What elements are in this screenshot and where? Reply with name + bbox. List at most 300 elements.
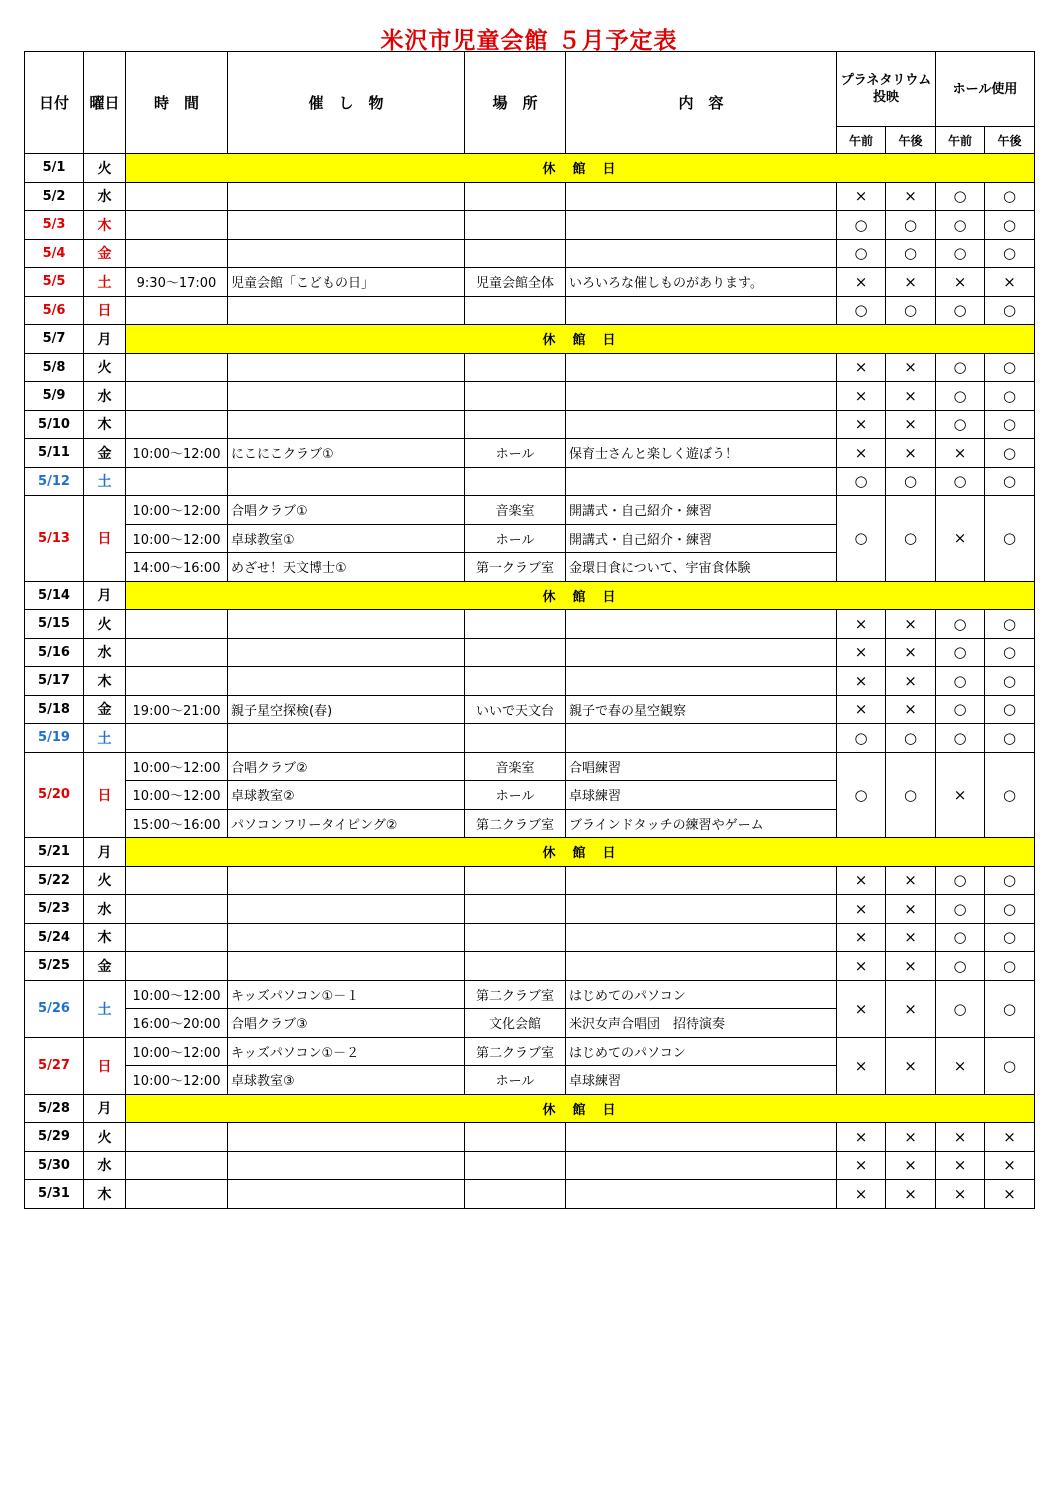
planetarium-pm-mark: ○ bbox=[886, 467, 936, 496]
place-cell bbox=[465, 410, 566, 439]
hall-pm-mark: ○ bbox=[985, 980, 1035, 1037]
table-row bbox=[25, 353, 1035, 382]
hall-pm-mark: ○ bbox=[985, 638, 1035, 667]
planetarium-pm-mark: ○ bbox=[886, 724, 936, 753]
planetarium-am-mark: × bbox=[837, 439, 886, 468]
hall-am-mark: ○ bbox=[936, 211, 985, 240]
place-cell: 第二クラブ室 bbox=[465, 1037, 566, 1066]
date-cell: 5/24 bbox=[25, 923, 84, 952]
event-cell: 卓球教室③ bbox=[228, 1066, 465, 1095]
hall-pm-mark: ○ bbox=[985, 211, 1035, 240]
table-row bbox=[25, 439, 1035, 468]
dow-cell: 火 bbox=[84, 866, 126, 895]
schedule-body bbox=[25, 154, 1035, 1209]
header-time: 時 間 bbox=[126, 52, 228, 154]
date-cell: 5/26 bbox=[25, 980, 84, 1037]
planetarium-pm-mark: ○ bbox=[886, 239, 936, 268]
content-cell: 開講式・自己紹介・練習 bbox=[566, 524, 837, 553]
hall-am-mark: ○ bbox=[936, 467, 985, 496]
date-cell: 5/7 bbox=[25, 325, 84, 354]
table-row bbox=[25, 610, 1035, 639]
planetarium-pm-mark: × bbox=[886, 439, 936, 468]
time-cell: 16:00～20:00 bbox=[126, 1009, 228, 1038]
time-cell bbox=[126, 239, 228, 268]
table-row bbox=[25, 1151, 1035, 1180]
event-cell bbox=[228, 239, 465, 268]
date-cell: 5/10 bbox=[25, 410, 84, 439]
hall-am-mark: ○ bbox=[936, 923, 985, 952]
event-cell bbox=[228, 610, 465, 639]
date-cell: 5/18 bbox=[25, 695, 84, 724]
content-cell: はじめてのパソコン bbox=[566, 980, 837, 1009]
hall-am-mark: × bbox=[936, 1123, 985, 1152]
date-cell: 5/9 bbox=[25, 382, 84, 411]
header-content: 内 容 bbox=[566, 52, 837, 154]
planetarium-pm-mark: ○ bbox=[886, 752, 936, 838]
planetarium-am-mark: × bbox=[837, 1151, 886, 1180]
hall-pm-mark: ○ bbox=[985, 1037, 1035, 1094]
place-cell: 第二クラブ室 bbox=[465, 980, 566, 1009]
planetarium-pm-mark: × bbox=[886, 353, 936, 382]
table-row bbox=[25, 581, 1035, 610]
time-cell bbox=[126, 667, 228, 696]
dow-cell: 日 bbox=[84, 496, 126, 582]
time-cell bbox=[126, 1151, 228, 1180]
date-cell: 5/17 bbox=[25, 667, 84, 696]
header-hall: ホール使用 bbox=[936, 52, 1035, 127]
table-row bbox=[25, 382, 1035, 411]
event-cell bbox=[228, 182, 465, 211]
planetarium-am-mark: ○ bbox=[837, 467, 886, 496]
table-row bbox=[25, 296, 1035, 325]
date-cell: 5/1 bbox=[25, 154, 84, 183]
place-cell: 文化会館 bbox=[465, 1009, 566, 1038]
event-cell: 合唱クラブ① bbox=[228, 496, 465, 525]
place-cell: ホール bbox=[465, 781, 566, 810]
content-cell bbox=[566, 410, 837, 439]
header-planetarium-am: 午前 bbox=[837, 127, 886, 154]
planetarium-pm-mark: × bbox=[886, 695, 936, 724]
closed-day-cell: 休 館 日 bbox=[126, 154, 1035, 183]
content-cell: 金環日食について、宇宙食体験 bbox=[566, 553, 837, 582]
planetarium-pm-mark: × bbox=[886, 866, 936, 895]
dow-cell: 日 bbox=[84, 1037, 126, 1094]
time-cell: 10:00～12:00 bbox=[126, 752, 228, 781]
hall-am-mark: ○ bbox=[936, 724, 985, 753]
place-cell: 児童会館全体 bbox=[465, 268, 566, 297]
dow-cell: 木 bbox=[84, 923, 126, 952]
date-cell: 5/27 bbox=[25, 1037, 84, 1094]
hall-am-mark: × bbox=[936, 1180, 985, 1209]
event-cell: 親子星空探検(春) bbox=[228, 695, 465, 724]
page-title: 米沢市児童会館 ５月予定表 bbox=[380, 28, 678, 54]
planetarium-am-mark: × bbox=[837, 952, 886, 981]
content-cell bbox=[566, 610, 837, 639]
planetarium-am-mark: × bbox=[837, 1123, 886, 1152]
header-dow: 曜日 bbox=[84, 52, 126, 154]
date-cell: 5/29 bbox=[25, 1123, 84, 1152]
hall-am-mark: ○ bbox=[936, 296, 985, 325]
event-cell: 合唱クラブ② bbox=[228, 752, 465, 781]
content-cell bbox=[566, 952, 837, 981]
hall-am-mark: × bbox=[936, 752, 985, 838]
planetarium-am-mark: × bbox=[837, 610, 886, 639]
dow-cell: 金 bbox=[84, 695, 126, 724]
content-cell: 米沢女声合唱団 招待演奏 bbox=[566, 1009, 837, 1038]
content-cell: 開講式・自己紹介・練習 bbox=[566, 496, 837, 525]
time-cell bbox=[126, 353, 228, 382]
dow-cell: 火 bbox=[84, 1123, 126, 1152]
date-cell: 5/16 bbox=[25, 638, 84, 667]
header-event: 催 し 物 bbox=[228, 52, 465, 154]
dow-cell: 月 bbox=[84, 1094, 126, 1123]
event-cell: にこにこクラブ① bbox=[228, 439, 465, 468]
planetarium-pm-mark: × bbox=[886, 952, 936, 981]
dow-cell: 火 bbox=[84, 154, 126, 183]
place-cell bbox=[465, 724, 566, 753]
event-cell: キッズパソコン①－１ bbox=[228, 980, 465, 1009]
dow-cell: 月 bbox=[84, 325, 126, 354]
place-cell: 音楽室 bbox=[465, 496, 566, 525]
hall-am-mark: ○ bbox=[936, 182, 985, 211]
place-cell bbox=[465, 239, 566, 268]
planetarium-am-mark: × bbox=[837, 1037, 886, 1094]
table-row bbox=[25, 239, 1035, 268]
dow-cell: 金 bbox=[84, 239, 126, 268]
table-row bbox=[25, 980, 1035, 1009]
time-cell bbox=[126, 211, 228, 240]
hall-am-mark: × bbox=[936, 1037, 985, 1094]
hall-pm-mark: ○ bbox=[985, 866, 1035, 895]
date-cell: 5/3 bbox=[25, 211, 84, 240]
hall-am-mark: × bbox=[936, 268, 985, 297]
place-cell bbox=[465, 1123, 566, 1152]
dow-cell: 金 bbox=[84, 952, 126, 981]
hall-pm-mark: ○ bbox=[985, 952, 1035, 981]
dow-cell: 木 bbox=[84, 410, 126, 439]
place-cell: 音楽室 bbox=[465, 752, 566, 781]
planetarium-pm-mark: × bbox=[886, 638, 936, 667]
time-cell: 10:00～12:00 bbox=[126, 781, 228, 810]
event-cell bbox=[228, 1151, 465, 1180]
dow-cell: 土 bbox=[84, 980, 126, 1037]
time-cell: 10:00～12:00 bbox=[126, 439, 228, 468]
date-cell: 5/28 bbox=[25, 1094, 84, 1123]
table-row bbox=[25, 182, 1035, 211]
time-cell bbox=[126, 952, 228, 981]
time-cell bbox=[126, 296, 228, 325]
place-cell bbox=[465, 923, 566, 952]
planetarium-pm-mark: ○ bbox=[886, 496, 936, 582]
hall-pm-mark: ○ bbox=[985, 923, 1035, 952]
event-cell: キッズパソコン①－２ bbox=[228, 1037, 465, 1066]
hall-am-mark: ○ bbox=[936, 866, 985, 895]
time-cell: 10:00～12:00 bbox=[126, 496, 228, 525]
event-cell: 卓球教室① bbox=[228, 524, 465, 553]
header-planetarium-pm: 午後 bbox=[886, 127, 936, 154]
place-cell: ホール bbox=[465, 439, 566, 468]
event-cell: パソコンフリータイピング② bbox=[228, 809, 465, 838]
content-cell bbox=[566, 1151, 837, 1180]
dow-cell: 日 bbox=[84, 296, 126, 325]
date-cell: 5/6 bbox=[25, 296, 84, 325]
time-cell bbox=[126, 182, 228, 211]
place-cell bbox=[465, 467, 566, 496]
time-cell bbox=[126, 724, 228, 753]
time-cell bbox=[126, 895, 228, 924]
header-hall-am: 午前 bbox=[936, 127, 985, 154]
time-cell: 10:00～12:00 bbox=[126, 524, 228, 553]
time-cell bbox=[126, 410, 228, 439]
planetarium-pm-mark: × bbox=[886, 1037, 936, 1094]
planetarium-pm-mark: × bbox=[886, 268, 936, 297]
place-cell: 第一クラブ室 bbox=[465, 553, 566, 582]
time-cell bbox=[126, 866, 228, 895]
table-row bbox=[25, 952, 1035, 981]
time-cell: 10:00～12:00 bbox=[126, 1066, 228, 1095]
closed-day-cell: 休 館 日 bbox=[126, 581, 1035, 610]
place-cell bbox=[465, 638, 566, 667]
place-cell: ホール bbox=[465, 524, 566, 553]
table-row bbox=[25, 752, 1035, 781]
content-cell: 卓球練習 bbox=[566, 781, 837, 810]
event-cell: 合唱クラブ③ bbox=[228, 1009, 465, 1038]
date-cell: 5/2 bbox=[25, 182, 84, 211]
content-cell bbox=[566, 1123, 837, 1152]
time-cell bbox=[126, 610, 228, 639]
dow-cell: 土 bbox=[84, 467, 126, 496]
table-row bbox=[25, 838, 1035, 867]
hall-am-mark: × bbox=[936, 1151, 985, 1180]
dow-cell: 水 bbox=[84, 895, 126, 924]
hall-am-mark: ○ bbox=[936, 610, 985, 639]
table-row bbox=[25, 410, 1035, 439]
hall-pm-mark: ○ bbox=[985, 667, 1035, 696]
content-cell: 合唱練習 bbox=[566, 752, 837, 781]
place-cell bbox=[465, 382, 566, 411]
time-cell bbox=[126, 1123, 228, 1152]
content-cell: 保育士さんと楽しく遊ぼう！ bbox=[566, 439, 837, 468]
event-cell bbox=[228, 866, 465, 895]
planetarium-am-mark: × bbox=[837, 182, 886, 211]
planetarium-pm-mark: × bbox=[886, 1180, 936, 1209]
hall-pm-mark: ○ bbox=[985, 439, 1035, 468]
content-cell bbox=[566, 239, 837, 268]
content-cell bbox=[566, 638, 837, 667]
schedule-table bbox=[24, 51, 1035, 1209]
content-cell bbox=[566, 382, 837, 411]
place-cell bbox=[465, 895, 566, 924]
hall-pm-mark: × bbox=[985, 1151, 1035, 1180]
event-cell bbox=[228, 638, 465, 667]
place-cell bbox=[465, 296, 566, 325]
planetarium-pm-mark: × bbox=[886, 1151, 936, 1180]
header-date: 日付 bbox=[25, 52, 84, 154]
time-cell: 14:00～16:00 bbox=[126, 553, 228, 582]
dow-cell: 日 bbox=[84, 752, 126, 838]
hall-pm-mark: ○ bbox=[985, 382, 1035, 411]
hall-pm-mark: ○ bbox=[985, 895, 1035, 924]
content-cell: 卓球練習 bbox=[566, 1066, 837, 1095]
closed-day-cell: 休 館 日 bbox=[126, 1094, 1035, 1123]
dow-cell: 土 bbox=[84, 724, 126, 753]
hall-am-mark: ○ bbox=[936, 410, 985, 439]
event-cell: めざせ！天文博士① bbox=[228, 553, 465, 582]
content-cell bbox=[566, 866, 837, 895]
date-cell: 5/31 bbox=[25, 1180, 84, 1209]
hall-pm-mark: ○ bbox=[985, 752, 1035, 838]
dow-cell: 木 bbox=[84, 667, 126, 696]
table-row bbox=[25, 667, 1035, 696]
planetarium-am-mark: × bbox=[837, 923, 886, 952]
planetarium-am-mark: ○ bbox=[837, 752, 886, 838]
date-cell: 5/30 bbox=[25, 1151, 84, 1180]
date-cell: 5/8 bbox=[25, 353, 84, 382]
hall-pm-mark: ○ bbox=[985, 353, 1035, 382]
event-cell bbox=[228, 1180, 465, 1209]
place-cell: 第二クラブ室 bbox=[465, 809, 566, 838]
planetarium-am-mark: × bbox=[837, 353, 886, 382]
event-cell bbox=[228, 211, 465, 240]
table-row bbox=[25, 268, 1035, 297]
time-cell: 19:00～21:00 bbox=[126, 695, 228, 724]
planetarium-pm-mark: × bbox=[886, 610, 936, 639]
content-cell bbox=[566, 667, 837, 696]
planetarium-pm-mark: × bbox=[886, 667, 936, 696]
place-cell bbox=[465, 667, 566, 696]
closed-day-cell: 休 館 日 bbox=[126, 838, 1035, 867]
content-cell bbox=[566, 182, 837, 211]
place-cell bbox=[465, 866, 566, 895]
content-cell bbox=[566, 895, 837, 924]
content-cell bbox=[566, 296, 837, 325]
dow-cell: 木 bbox=[84, 211, 126, 240]
table-row bbox=[25, 1094, 1035, 1123]
planetarium-am-mark: × bbox=[837, 638, 886, 667]
planetarium-am-mark: × bbox=[837, 980, 886, 1037]
table-row bbox=[25, 866, 1035, 895]
hall-pm-mark: × bbox=[985, 1123, 1035, 1152]
planetarium-am-mark: × bbox=[837, 410, 886, 439]
date-cell: 5/25 bbox=[25, 952, 84, 981]
event-cell bbox=[228, 952, 465, 981]
event-cell bbox=[228, 667, 465, 696]
place-cell bbox=[465, 182, 566, 211]
table-row bbox=[25, 325, 1035, 354]
place-cell bbox=[465, 952, 566, 981]
planetarium-am-mark: × bbox=[837, 1180, 886, 1209]
date-cell: 5/11 bbox=[25, 439, 84, 468]
hall-pm-mark: ○ bbox=[985, 467, 1035, 496]
time-cell bbox=[126, 382, 228, 411]
place-cell bbox=[465, 1151, 566, 1180]
hall-am-mark: ○ bbox=[936, 667, 985, 696]
hall-am-mark: ○ bbox=[936, 638, 985, 667]
planetarium-am-mark: × bbox=[837, 866, 886, 895]
time-cell bbox=[126, 638, 228, 667]
planetarium-pm-mark: ○ bbox=[886, 211, 936, 240]
planetarium-am-mark: × bbox=[837, 268, 886, 297]
hall-pm-mark: × bbox=[985, 268, 1035, 297]
planetarium-pm-mark: × bbox=[886, 1123, 936, 1152]
time-cell: 9:30～17:00 bbox=[126, 268, 228, 297]
table-row bbox=[25, 923, 1035, 952]
hall-pm-mark: ○ bbox=[985, 724, 1035, 753]
event-cell bbox=[228, 895, 465, 924]
header-place: 場 所 bbox=[465, 52, 566, 154]
dow-cell: 月 bbox=[84, 838, 126, 867]
table-row bbox=[25, 1037, 1035, 1066]
hall-am-mark: ○ bbox=[936, 353, 985, 382]
planetarium-am-mark: ○ bbox=[837, 296, 886, 325]
date-cell: 5/12 bbox=[25, 467, 84, 496]
event-cell bbox=[228, 296, 465, 325]
event-cell bbox=[228, 353, 465, 382]
dow-cell: 水 bbox=[84, 1151, 126, 1180]
table-row bbox=[25, 638, 1035, 667]
table-row bbox=[25, 496, 1035, 525]
content-cell bbox=[566, 1180, 837, 1209]
event-cell: 児童会館「こどもの日」 bbox=[228, 268, 465, 297]
event-cell bbox=[228, 410, 465, 439]
planetarium-am-mark: × bbox=[837, 895, 886, 924]
event-cell: 卓球教室② bbox=[228, 781, 465, 810]
hall-am-mark: ○ bbox=[936, 980, 985, 1037]
event-cell bbox=[228, 382, 465, 411]
date-cell: 5/4 bbox=[25, 239, 84, 268]
table-row bbox=[25, 1123, 1035, 1152]
planetarium-am-mark: ○ bbox=[837, 211, 886, 240]
time-cell bbox=[126, 923, 228, 952]
date-cell: 5/23 bbox=[25, 895, 84, 924]
place-cell: いいで天文台 bbox=[465, 695, 566, 724]
hall-pm-mark: ○ bbox=[985, 239, 1035, 268]
date-cell: 5/22 bbox=[25, 866, 84, 895]
planetarium-am-mark: × bbox=[837, 667, 886, 696]
date-cell: 5/15 bbox=[25, 610, 84, 639]
event-cell bbox=[228, 724, 465, 753]
planetarium-pm-mark: × bbox=[886, 410, 936, 439]
planetarium-am-mark: ○ bbox=[837, 496, 886, 582]
place-cell bbox=[465, 610, 566, 639]
planetarium-am-mark: ○ bbox=[837, 724, 886, 753]
hall-am-mark: × bbox=[936, 439, 985, 468]
table-row bbox=[25, 895, 1035, 924]
dow-cell: 月 bbox=[84, 581, 126, 610]
hall-am-mark: ○ bbox=[936, 382, 985, 411]
dow-cell: 水 bbox=[84, 638, 126, 667]
planetarium-pm-mark: × bbox=[886, 895, 936, 924]
hall-am-mark: × bbox=[936, 496, 985, 582]
dow-cell: 火 bbox=[84, 610, 126, 639]
dow-cell: 金 bbox=[84, 439, 126, 468]
dow-cell: 木 bbox=[84, 1180, 126, 1209]
place-cell bbox=[465, 353, 566, 382]
content-cell bbox=[566, 211, 837, 240]
header-hall-pm: 午後 bbox=[985, 127, 1035, 154]
time-cell bbox=[126, 1180, 228, 1209]
planetarium-am-mark: × bbox=[837, 695, 886, 724]
date-cell: 5/5 bbox=[25, 268, 84, 297]
place-cell bbox=[465, 211, 566, 240]
planetarium-pm-mark: × bbox=[886, 923, 936, 952]
content-cell: いろいろな催しものがあります。 bbox=[566, 268, 837, 297]
content-cell bbox=[566, 724, 837, 753]
content-cell: はじめてのパソコン bbox=[566, 1037, 837, 1066]
event-cell bbox=[228, 923, 465, 952]
table-row bbox=[25, 695, 1035, 724]
hall-pm-mark: ○ bbox=[985, 410, 1035, 439]
